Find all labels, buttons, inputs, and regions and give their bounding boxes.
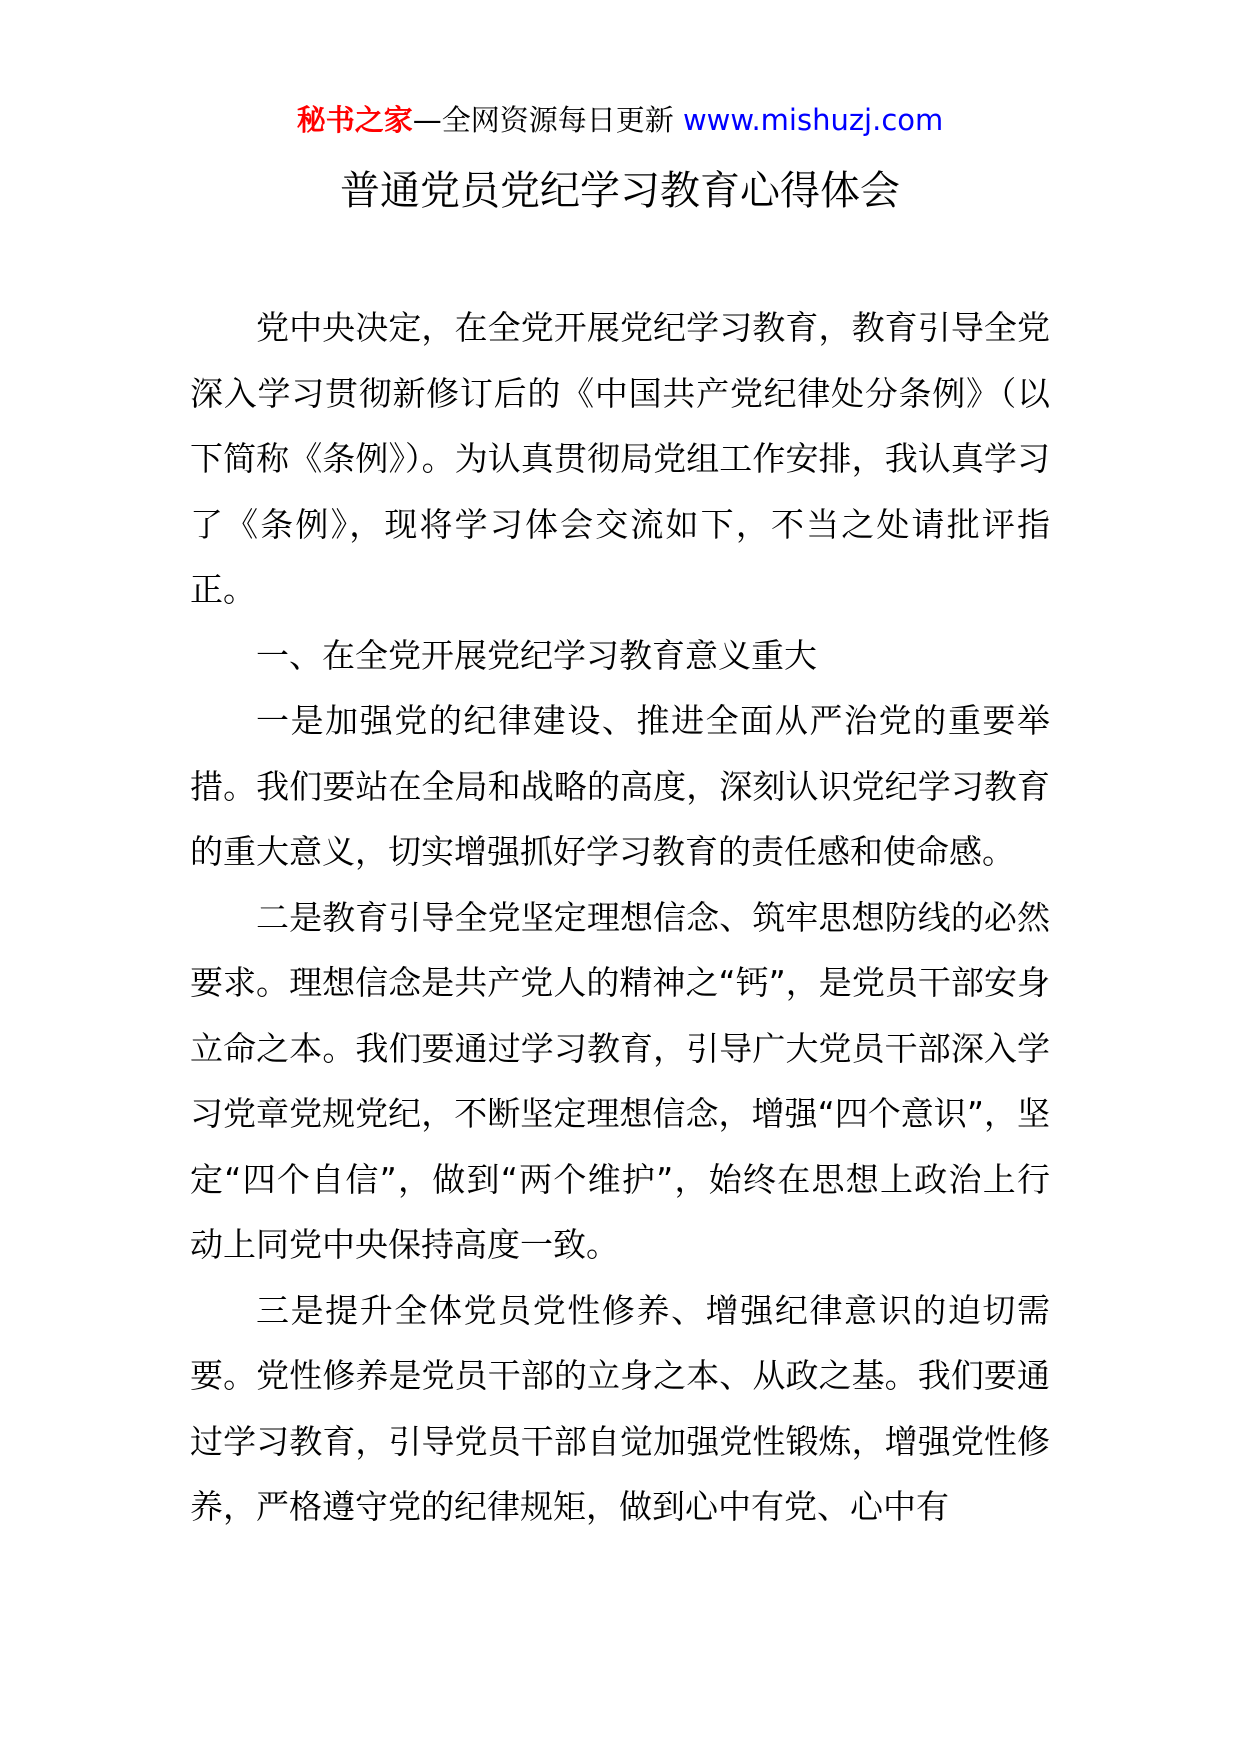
document-title: 普通党员党纪学习教育心得体会 xyxy=(340,168,900,214)
brand-name: 秘书之家 xyxy=(296,103,413,137)
document-body xyxy=(190,295,1050,1540)
body-paragraph: 一是加强党的纪律建设、推进全面从严治党的重要举措。我们要站在全局和战略的高度，深刻认识党纪学习教育的重大意义，切实增强抓好学习教育的责任感和使命感。 xyxy=(190,701,1050,871)
body-paragraph: 二是教育引导全党坚定理想信念、筑牢思想防线的必然要求。理想信念是共产党人的精神之“钙”，是党员干部安身立命之本。我们要通过学习教育，引导广大党员干部深入学习党章党规党纪，不断坚定理想信念，增强“四个意识”，坚定“四个自信”，做到“两个维护”，始终在思想上政治上行动上同党中央保持高度一致。 xyxy=(190,897,1050,1264)
header-tagline: —全网资源每日更新 xyxy=(412,103,674,137)
body-paragraph: 三是提升全体党员党性修养、增强纪律意识的迫切需要。党性修养是党员干部的立身之本、从政之基。我们要通过学习教育，引导党员干部自觉加强党性锻炼，增强党性修养，严格遵守党的纪律规矩，做到心中有党、心中有 xyxy=(190,1290,1050,1526)
site-url-link[interactable]: www.mishuzj.com xyxy=(682,103,944,137)
site-header-banner xyxy=(0,100,1240,140)
intro-paragraph: 党中央决定，在全党开展党纪学习教育，教育引导全党深入学习贯彻新修订后的《中国共产党纪律处分条例》（以下简称《条例》）。为认真贯彻局党组工作安排，我认真学习了《条例》，现将学习体会交流如下，不当之处请批评指正。 xyxy=(190,308,1050,609)
section-heading: 一、在全党开展党纪学习教育意义重大 xyxy=(256,635,817,675)
